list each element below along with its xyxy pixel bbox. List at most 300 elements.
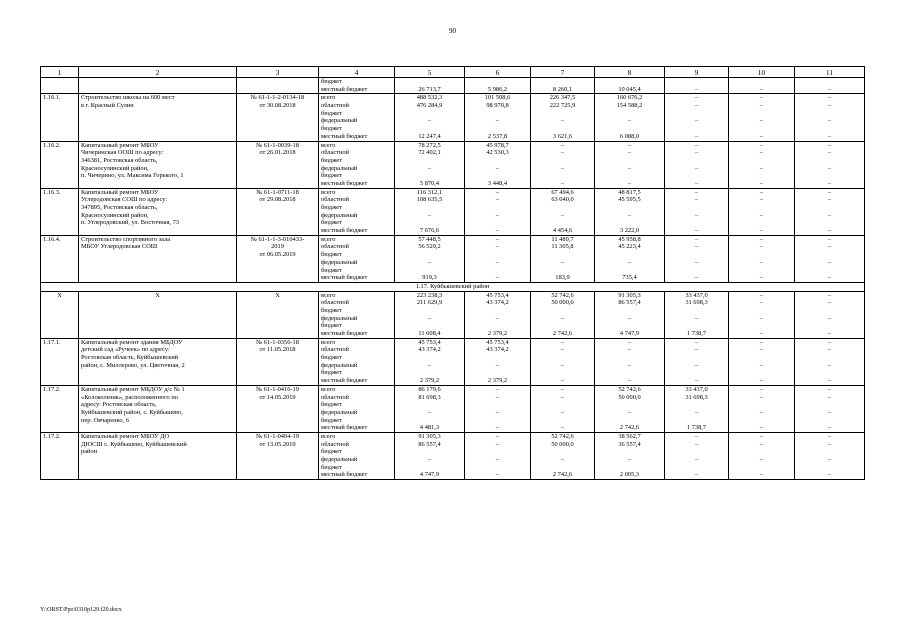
amount-value — [397, 172, 462, 180]
amount-value: – — [759, 149, 764, 157]
amount-column — [665, 235, 729, 282]
amount-value: – — [759, 330, 764, 337]
amount-value: 101 508,6 — [484, 94, 511, 102]
amount-value: – — [759, 94, 764, 102]
amount-value — [731, 125, 792, 133]
funding-source — [319, 432, 395, 479]
amount-value: 45 223,4 — [618, 243, 641, 251]
amount-value — [797, 322, 862, 330]
project-code-line: от 14.05.2019 — [259, 393, 296, 401]
amount-value: 116 312,1 — [416, 188, 443, 196]
funding-source-line: бюджет — [321, 156, 342, 164]
amount-value: – — [827, 196, 832, 204]
amount-value: 50 000,0 — [551, 299, 574, 307]
amount-value: – — [694, 102, 699, 110]
amount-value: – — [427, 117, 432, 125]
amount-column — [795, 432, 865, 479]
amount-value — [731, 204, 792, 212]
amount-value — [797, 110, 862, 118]
amount-value — [667, 157, 726, 165]
funding-source — [319, 188, 395, 235]
object-name-line: Строительство школы на 600 мест — [81, 94, 175, 102]
amount-column — [395, 385, 465, 432]
amount-value: – — [827, 377, 832, 385]
funding-source-line: бюджет — [321, 78, 342, 85]
amount-value: 2 742,6 — [552, 471, 573, 479]
column-number: 10 — [729, 67, 795, 78]
financing-table — [40, 66, 865, 480]
amount-column — [729, 235, 795, 282]
amount-value — [467, 204, 528, 212]
amount-value: – — [495, 258, 500, 266]
column-number: 11 — [795, 67, 865, 78]
amount-value: – — [694, 179, 699, 187]
amount-value: – — [694, 346, 699, 354]
object-name-line: Куйбышевский район, с. Куйбышево, — [81, 408, 183, 416]
amount-column — [395, 338, 465, 385]
funding-source-line: бюджет — [321, 369, 342, 377]
amount-value: – — [827, 117, 832, 125]
amount-value — [597, 267, 662, 275]
amount-value — [731, 322, 792, 330]
amount-value: – — [759, 440, 764, 448]
amount-value: – — [560, 408, 565, 416]
amount-value: 31 698,3 — [685, 393, 708, 401]
amount-value: 7 676,6 — [419, 227, 440, 235]
amount-value: – — [694, 132, 699, 140]
amount-value: 2 379,2 — [419, 377, 440, 385]
amount-value: – — [827, 274, 832, 282]
amount-value — [533, 354, 592, 362]
amount-value: – — [759, 179, 764, 187]
project-code — [237, 291, 319, 338]
object-name-line: Х — [155, 291, 160, 299]
funding-source-line: местный бюджет — [321, 424, 368, 432]
amount-value: – — [694, 196, 699, 204]
amount-value — [467, 448, 528, 456]
amount-value: – — [495, 456, 500, 463]
amount-value: 3 222,0 — [619, 227, 640, 235]
amount-value: – — [759, 188, 764, 196]
column-number: 4 — [319, 67, 395, 78]
funding-source-line: областной — [321, 393, 349, 401]
amount-value: – — [560, 377, 565, 385]
object-name-line: Капитальный ремонт МБОУ ДО — [81, 432, 170, 440]
amount-value: – — [827, 291, 832, 299]
amount-value — [797, 307, 862, 315]
amount-column — [665, 188, 729, 235]
amount-value: – — [759, 424, 764, 432]
amount-value: 91 305,3 — [618, 291, 641, 299]
amount-column — [465, 94, 531, 141]
object-name-line: Капитальный ремонт МБОУ — [81, 188, 159, 196]
amount-value: – — [627, 338, 632, 346]
amount-value: 81 698,3 — [418, 393, 441, 401]
amount-value: – — [427, 314, 432, 322]
amount-value: 12 247,4 — [418, 132, 441, 140]
amount-value — [467, 307, 528, 315]
amount-value: – — [759, 291, 764, 299]
amount-value: – — [827, 149, 832, 157]
amount-value: 2 005,3 — [619, 471, 640, 479]
amount-value — [397, 204, 462, 212]
amount-value: 183,9 — [555, 274, 570, 282]
amount-value — [797, 125, 862, 133]
amount-value — [797, 172, 862, 180]
amount-value: – — [827, 258, 832, 266]
object-name-line: Красносулинский район, — [81, 164, 149, 172]
object-name-line: район, с. Миллерово, ул. Цветочная, 2 — [81, 361, 185, 369]
amount-column — [465, 141, 531, 188]
amount-value — [467, 417, 528, 425]
object-name-line: 347895, Ростовская область, — [81, 204, 158, 211]
amount-column — [729, 188, 795, 235]
amount-value: 11 489,7 — [551, 235, 574, 243]
amount-value: – — [627, 314, 632, 322]
amount-value: 33 437,0 — [685, 291, 708, 299]
amount-value — [667, 172, 726, 180]
amount-value: – — [495, 361, 500, 369]
amount-value: 108 635,5 — [416, 196, 443, 204]
amount-value: 43 374,2 — [418, 346, 441, 354]
funding-source-line: бюджет — [321, 463, 342, 471]
amount-value: – — [495, 235, 500, 243]
funding-source-line: местный бюджет — [321, 274, 368, 282]
amount-value: 2 742,6 — [619, 424, 640, 432]
amount-value: – — [827, 94, 832, 102]
funding-source-line: федеральный — [321, 164, 358, 172]
amount-value: – — [495, 164, 500, 172]
amount-column — [665, 94, 729, 141]
funding-source-line: бюджет — [321, 448, 342, 456]
amount-value: – — [427, 361, 432, 369]
amount-value: – — [495, 393, 500, 401]
amount-value — [397, 369, 462, 377]
amount-value: – — [759, 227, 764, 235]
amount-value — [397, 401, 462, 409]
amount-value — [533, 157, 592, 165]
amount-value: – — [495, 196, 500, 204]
amount-value — [731, 369, 792, 377]
amount-value: – — [759, 346, 764, 354]
amount-value: – — [560, 456, 565, 463]
funding-source-line: всего — [321, 141, 336, 149]
amount-value: 36 557,4 — [618, 440, 641, 448]
amount-value: 4 481,3 — [419, 424, 440, 432]
amount-value: – — [627, 408, 632, 416]
amount-value: – — [627, 149, 632, 157]
empty-cell — [41, 78, 79, 94]
amount-value: – — [694, 471, 699, 479]
amount-value: – — [627, 141, 632, 149]
funding-source-line: бюджет — [321, 125, 342, 133]
amount-value: – — [627, 164, 632, 172]
amount-value: – — [495, 314, 500, 322]
amount-value: – — [627, 211, 632, 219]
amount-value: – — [560, 314, 565, 322]
funding-source-line: всего — [321, 94, 336, 102]
funding-source-line: бюджет — [321, 306, 342, 314]
amount-value: 45 978,7 — [486, 141, 509, 149]
amount-column — [595, 291, 665, 338]
project-code-line: № 61-1-1-2-0134-18 — [250, 94, 305, 102]
amount-column — [395, 94, 465, 141]
amount-value — [667, 307, 726, 315]
page-number: 90 — [449, 27, 456, 35]
amount-value: 10 045,4 — [618, 85, 641, 93]
amount-column — [395, 235, 465, 282]
amount-value — [667, 417, 726, 425]
amount-value — [667, 204, 726, 212]
project-code-line: № 61-1-0356-18 — [256, 338, 299, 346]
amount-value: – — [427, 408, 432, 416]
amount-column — [465, 432, 531, 479]
column-number: 2 — [79, 67, 237, 78]
amount-column — [795, 141, 865, 188]
amount-value: 3 448,4 — [487, 179, 508, 187]
amount-value: – — [627, 346, 632, 354]
object-name — [79, 235, 237, 282]
column-number: 8 — [595, 67, 665, 78]
project-code-line: от 29.08.2018 — [259, 196, 296, 204]
amount-value: 222 725,9 — [549, 102, 576, 110]
funding-source-line: всего — [321, 432, 336, 440]
amount-value — [667, 464, 726, 472]
amount-value: – — [827, 102, 832, 110]
amount-value: – — [759, 471, 764, 479]
amount-value: – — [495, 385, 500, 393]
amount-value — [467, 172, 528, 180]
amount-value — [797, 78, 862, 86]
column-number: 6 — [465, 67, 531, 78]
amount-value — [397, 322, 462, 330]
amount-column — [595, 141, 665, 188]
amount-value: 45 753,4 — [486, 338, 509, 346]
amount-value — [533, 267, 592, 275]
amount-column — [795, 338, 865, 385]
amount-value — [533, 204, 592, 212]
amount-value: 52 742,6 — [618, 385, 641, 393]
amount-value — [731, 78, 792, 86]
amount-value: 8 260,1 — [552, 85, 573, 93]
item-number: 1.17.2. — [41, 432, 79, 479]
amount-value: 160 676,2 — [616, 94, 643, 102]
amount-value: – — [827, 338, 832, 346]
amount-value: – — [694, 164, 699, 172]
amount-value — [597, 354, 662, 362]
amount-value: – — [560, 393, 565, 401]
amount-value: 11 608,4 — [418, 330, 441, 337]
object-name-line: Углеродовская СОШ по адресу: — [81, 196, 168, 204]
amount-value: – — [759, 338, 764, 346]
amount-column — [595, 385, 665, 432]
amount-column — [795, 291, 865, 338]
amount-value — [797, 267, 862, 275]
amount-value: – — [827, 393, 832, 401]
amount-value: – — [694, 361, 699, 369]
item-number: 1.16.4. — [41, 235, 79, 282]
amount-value: – — [627, 258, 632, 266]
amount-column — [729, 141, 795, 188]
amount-column — [395, 78, 465, 94]
amount-value — [533, 110, 592, 118]
amount-value: – — [495, 440, 500, 448]
amount-column — [665, 338, 729, 385]
amount-value: – — [694, 243, 699, 251]
funding-source-line: бюджет — [321, 172, 342, 180]
object-name-line: «Колокольчик», расположенного по — [81, 393, 178, 401]
object-row — [41, 141, 865, 188]
amount-value: – — [694, 94, 699, 102]
funding-source-line: областной — [321, 102, 349, 110]
object-name — [79, 188, 237, 235]
funding-source-line: местный бюджет — [321, 471, 368, 479]
item-number: 1.16.1. — [41, 94, 79, 141]
object-row — [41, 291, 865, 338]
amount-value — [731, 110, 792, 118]
amount-value: – — [495, 243, 500, 251]
project-code-line: № 61-1-0039-18 — [256, 141, 299, 149]
object-row — [41, 235, 865, 282]
amount-value: 45 595,5 — [618, 196, 641, 204]
amount-value: – — [694, 258, 699, 266]
funding-source-line: бюджет — [321, 322, 342, 330]
funding-source-line: бюджет — [321, 251, 342, 259]
amount-value — [467, 464, 528, 472]
amount-value: – — [694, 408, 699, 416]
amount-value — [797, 369, 862, 377]
amount-value: 4 454,6 — [552, 227, 573, 235]
object-name-line: детский сад «Ручеек» по адресу: — [81, 346, 170, 354]
amount-value: – — [560, 346, 565, 354]
amount-value: – — [495, 424, 500, 432]
amount-value: 42 530,3 — [486, 149, 509, 157]
amount-value: – — [827, 440, 832, 448]
amount-value: – — [495, 274, 500, 282]
funding-source-line: областной — [321, 346, 349, 354]
amount-value: – — [759, 132, 764, 140]
amount-value — [797, 204, 862, 212]
amount-value: – — [427, 258, 432, 266]
amount-value: 63 040,0 — [551, 196, 574, 204]
object-name-line: пер. Овчаренко, 6 — [81, 416, 129, 424]
funding-source-line: всего — [321, 338, 336, 346]
amount-value: – — [827, 188, 832, 196]
object-name-line: адресу: Ростовская область, — [81, 401, 157, 409]
amount-column — [795, 235, 865, 282]
column-number: 7 — [531, 67, 595, 78]
amount-value: 67 494,6 — [551, 188, 574, 196]
amount-value: – — [827, 471, 832, 479]
funding-source — [319, 291, 395, 338]
amount-column — [465, 78, 531, 94]
funding-source-line: местный бюджет — [321, 132, 368, 140]
amount-value: 98 970,8 — [486, 102, 509, 110]
amount-column — [531, 235, 595, 282]
amount-value — [797, 354, 862, 362]
amount-value: – — [759, 456, 764, 463]
amount-value — [731, 219, 792, 227]
amount-value — [597, 369, 662, 377]
amount-value: 72 402,1 — [418, 149, 441, 157]
object-name-line: МБОУ Углеродовская СОШ — [81, 243, 158, 251]
object-name-line: Капитальный ремонт здания МБДОУ — [81, 338, 183, 346]
amount-value — [467, 78, 528, 86]
funding-source-line: федеральный — [321, 211, 358, 219]
amount-value — [797, 219, 862, 227]
amount-value: – — [694, 235, 699, 243]
amount-value — [597, 417, 662, 425]
amount-value: 2 379,2 — [487, 330, 508, 337]
amount-value: 43 374,2 — [486, 346, 509, 354]
amount-value — [597, 125, 662, 133]
object-name-line: п. Углеродовский, ул. Восточная, 73 — [81, 219, 179, 227]
amount-value — [597, 251, 662, 259]
amount-column — [531, 141, 595, 188]
amount-value: – — [560, 424, 565, 432]
amount-value: – — [694, 188, 699, 196]
amount-value: – — [759, 393, 764, 401]
amount-value: – — [627, 117, 632, 125]
amount-value: – — [694, 117, 699, 125]
amount-column — [395, 432, 465, 479]
project-code-line: № 61-1-1-3-010433- — [250, 235, 305, 243]
amount-value — [397, 251, 462, 259]
amount-value: 52 742,6 — [551, 432, 574, 440]
amount-value — [731, 307, 792, 315]
funding-source-line: местный бюджет — [321, 227, 368, 235]
amount-column — [465, 385, 531, 432]
amount-value — [731, 464, 792, 472]
amount-value: 56 529,2 — [418, 243, 441, 251]
amount-value: 2 537,8 — [487, 132, 508, 140]
amount-column — [395, 141, 465, 188]
amount-value — [533, 417, 592, 425]
project-code — [237, 385, 319, 432]
amount-value: – — [694, 314, 699, 322]
amount-value — [797, 417, 862, 425]
amount-value: – — [495, 188, 500, 196]
object-name-line: Чичеринская ООШ по адресу: — [81, 149, 164, 157]
amount-value: – — [627, 377, 632, 385]
amount-value: – — [827, 164, 832, 172]
amount-value: 45 958,8 — [618, 235, 641, 243]
amount-value: 476 284,9 — [416, 102, 443, 110]
amount-value: – — [627, 456, 632, 463]
amount-value: – — [759, 117, 764, 125]
project-code — [237, 432, 319, 479]
amount-column — [595, 235, 665, 282]
amount-value: 5 986,2 — [487, 85, 508, 93]
amount-value — [731, 157, 792, 165]
amount-value: – — [560, 141, 565, 149]
amount-column — [595, 188, 665, 235]
amount-value — [467, 251, 528, 259]
empty-cell — [237, 78, 319, 94]
amount-value: 48 817,5 — [618, 188, 641, 196]
amount-value: – — [560, 361, 565, 369]
amount-value: 1 738,7 — [686, 424, 707, 432]
amount-value: 919,3 — [422, 274, 437, 282]
funding-source-line: бюджет — [321, 204, 342, 211]
amount-value — [397, 307, 462, 315]
amount-value: – — [560, 117, 565, 125]
amount-value — [533, 448, 592, 456]
amount-value — [533, 401, 592, 409]
funding-source-line: бюджет — [321, 354, 342, 362]
amount-value: 33 437,0 — [685, 385, 708, 393]
column-number-row — [41, 67, 865, 78]
